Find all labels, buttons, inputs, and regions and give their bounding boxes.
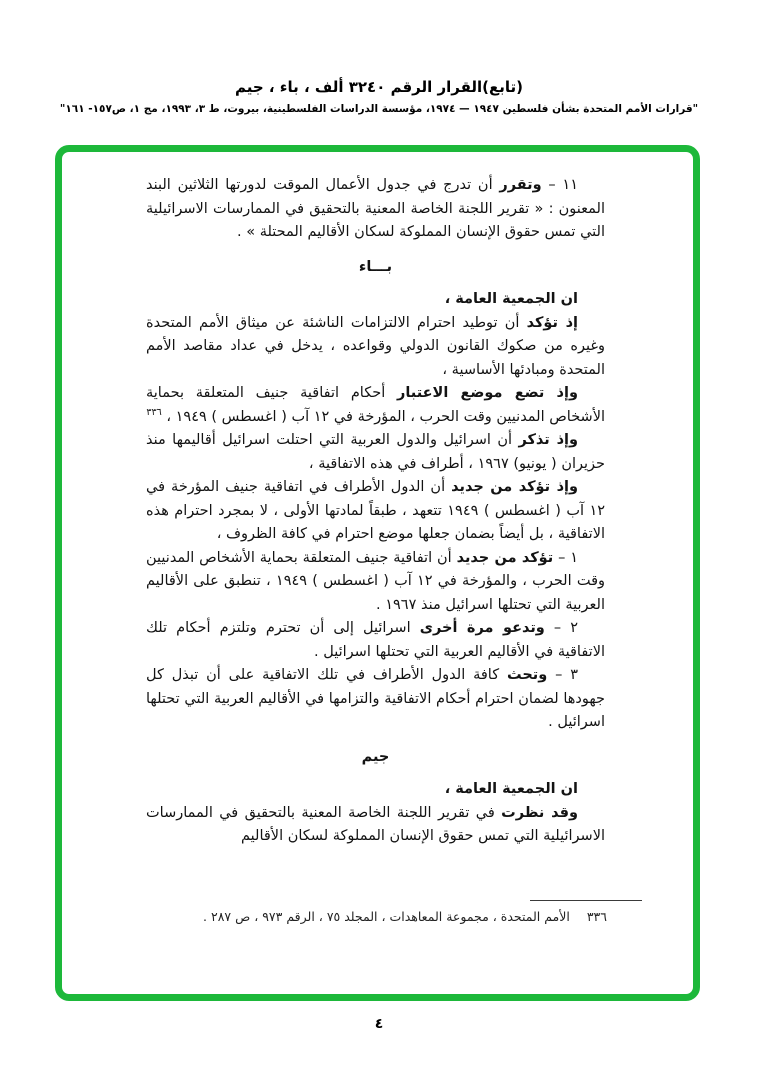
- paragraph-operative-2: [146, 617, 605, 664]
- paragraph-lead: وإذ تذكر: [518, 432, 578, 448]
- page-header: [0, 78, 758, 115]
- paragraph-lead: وقد نظرت: [501, 804, 578, 821]
- paragraph-lead: وتحث: [506, 667, 548, 683]
- paragraph-operative-3: [146, 664, 605, 735]
- footnote-rule: [530, 900, 642, 901]
- paragraph-lead: وتقرر: [499, 177, 542, 193]
- footnote: [152, 900, 645, 924]
- paragraph-preamble-affirming: [146, 312, 605, 383]
- footnote-reference: ٣٣٦: [146, 406, 162, 418]
- footnote-line: [152, 909, 645, 924]
- excerpt-box: [55, 145, 700, 1001]
- paragraph-having-considered: [146, 802, 605, 849]
- paragraph-operative-1: [146, 547, 605, 618]
- paragraph-lead: تؤكد من جديد: [456, 549, 554, 566]
- footnote-number: ٣٣٦: [586, 909, 607, 924]
- paragraph-text: أن توطيد احترام الالتزامات الناشئة عن ميثاق الأمم المتحدة وغيره من صكوك القانون الدولي وقواعده ، يدخل في عداد مقاصد الأمم المتحدة ومبادئها الأساسية ،: [146, 314, 605, 378]
- paragraph-text: أحكام اتفاقية جنيف المتعلقة بحماية الأشخاص المدنيين وقت الحرب ، المؤرخة في ١٢ آب ( اغسطس ) ١٩٤٩ ،: [146, 385, 605, 425]
- paragraph-assembly-b: [146, 288, 605, 312]
- paragraph-operative-11: [146, 174, 605, 245]
- paragraph-lead: إذ تؤكد: [526, 314, 578, 331]
- paragraph-assembly-c: [146, 778, 605, 802]
- paragraph-lead: ان الجمعية العامة ،: [444, 291, 578, 307]
- paragraph-number: ٣ –: [547, 667, 579, 683]
- resolution-title: (تابع)القرار الرقم ٣٢٤٠ ألف ، باء ، جيم: [234, 78, 524, 96]
- document-body: [146, 174, 605, 849]
- paragraph-number: ٢ –: [544, 620, 579, 636]
- source-citation-line: "قرارات الأمم المتحدة بشأن فلسطين ١٩٤٧ — ١٩٧٤، مؤسسة الدراسات الفلسطينية، بيروت، ط ٣، ١٩٩٣، مج ١، ص١٥٧- ١٦١": [59, 103, 699, 115]
- paragraph-lead: وإذ تؤكد من جديد: [451, 479, 578, 495]
- paragraph-number: ١ –: [553, 549, 578, 566]
- section-heading-jim: جيم: [361, 748, 390, 765]
- paragraph-lead: ان الجمعية العامة ،: [444, 781, 578, 797]
- paragraph-text: أن تدرج في جدول الأعمال الموقت لدورتها الثلاثين البند المعنون : « تقرير اللجنة الخاصة المعنية بالتحقيق في الممارسات الاسرائيلية التي تمس حقوق الإنسان المملوكة لسكان الأقاليم المحتلة » .: [146, 177, 605, 240]
- paragraph-number: ١١ –: [541, 177, 578, 193]
- paragraph-preamble-reaffirming: [146, 476, 605, 547]
- paragraph-lead: وإذ تضع موضع الاعتبار: [397, 385, 578, 401]
- paragraph-text: اسرائيل إلى أن تحترم وتلتزم أحكام تلك الاتفاقية في الأقاليم العربية التي تحتلها اسرائيل .: [146, 620, 605, 660]
- paragraph-text: أن اتفاقية جنيف المتعلقة بحماية الأشخاص المدنيين وقت الحرب ، والمؤرخة في ١٢ آب ( اغسطس ) ١٩٤٩ ، تنطبق على الأقاليم العربية التي تحتلها اسرائيل منذ ١٩٦٧ .: [146, 549, 606, 613]
- paragraph-text: أن الدول الأطراف في اتفاقية جنيف المؤرخة في ١٢ آب ( اغسطس ) ١٩٤٩ تتعهد ، طبقاً لمادتها الأولى ، لا بمجرد احترام هذه الاتفاقية ، بل أيضاً بضمان جعلها موضع احترام في كافة الظروف ،: [146, 479, 606, 542]
- paragraph-preamble-considering: [146, 382, 605, 429]
- paragraph-preamble-recalling: [146, 429, 605, 476]
- paragraph-text: في تقرير اللجنة الخاصة المعنية بالتحقيق في الممارسات الاسرائيلية التي تمس حقوق الإنسان المملوكة لسكان الأقاليم: [146, 804, 605, 844]
- paragraph-lead: وتدعو مرة أخرى: [419, 620, 545, 636]
- paragraph-text: أن اسرائيل والدول العربية التي احتلت اسرائيل أقاليمها منذ حزيران ( يونيو) ١٩٦٧ ، أطراف في هذه الاتفاقية ،: [146, 432, 605, 472]
- page-number: ٤: [374, 1016, 384, 1032]
- section-heading-ba: بـــاء: [358, 258, 393, 275]
- footnote-text: الأمم المتحدة ، مجموعة المعاهدات ، المجلد ٧٥ ، الرقم ٩٧٣ ، ص ٢٨٧ .: [203, 909, 570, 924]
- paragraph-text: كافة الدول الأطراف في تلك الاتفاقية على أن تبذل كل جهودها لضمان احترام أحكام الاتفاقية والتزامها في الأقاليم العربية التي تحتلها اسرائيل .: [146, 667, 605, 730]
